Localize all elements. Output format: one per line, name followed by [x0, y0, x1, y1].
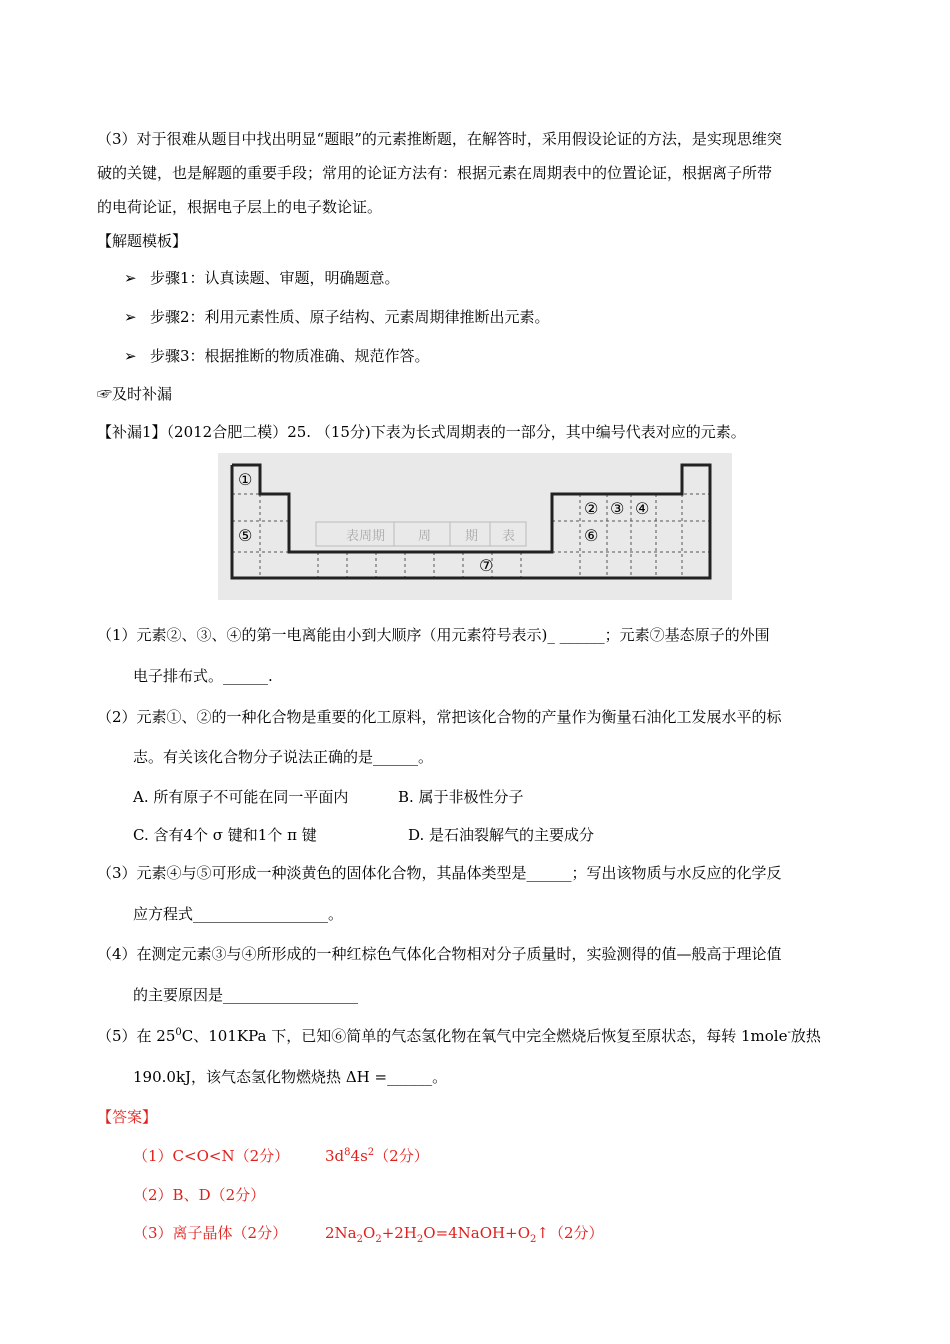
q5-text-b: C、101KPa 下，已知⑥简单的气态氢化物在氧气中完全燃烧后恢复至原状态，每转 1mole — [181, 1027, 788, 1045]
q1-line1: （1）元素②、③、④的第一电离能由小到大顺序（用元素符号表示)_ ______；元素⑦基态原子的外围 — [97, 626, 770, 644]
mark-5: ⑤ — [238, 526, 253, 545]
a1-cfg-c: （2分） — [374, 1147, 429, 1165]
para3-line2: 破的关键，也是解题的重要手段；常用的论证方法有：根据元素在周期表中的位置论证，根据离子所带 — [97, 164, 773, 182]
mark-3: ③ — [610, 499, 625, 518]
mark-7: ⑦ — [479, 556, 494, 575]
q5-electron-sup: - — [787, 1027, 791, 1038]
a3-eq-e: ↑（2分） — [536, 1224, 604, 1242]
q4-line1: （4）在测定元素③与④所形成的一种红棕色气体化合物相对分子质量时，实验测得的值—般高于理论值 — [97, 945, 782, 963]
a3-eq-sub2: 2 — [375, 1234, 382, 1245]
a3-eq-b: O — [363, 1224, 376, 1242]
a1-cfg-a: 3d — [325, 1147, 345, 1165]
q5-text-a: （5）在 25 — [97, 1027, 176, 1045]
answer-1-config — [325, 1145, 429, 1166]
q1-line2: 电子排布式。______. — [133, 667, 273, 685]
para3-line3: 的电荷论证，根据电子层上的电子数论证。 — [97, 198, 383, 216]
para3-line1: （3）对于很难从题目中找出明显“题眼”的元素推断题，在解答时，采用假设论证的方法，是实现思维突 — [97, 130, 782, 148]
q3-line2: 应方程式__________________。 — [133, 905, 344, 923]
q5-line2: 190.0kJ，该气态氢化物燃烧热 ΔH =______。 — [133, 1068, 448, 1086]
step-3 — [124, 345, 430, 366]
faint-label-4: 表 — [502, 529, 516, 544]
q3-line1: （3）元素④与⑤可形成一种淡黄色的固体化合物，其晶体类型是______；写出该物质与水反应的化学反 — [97, 864, 782, 882]
q4-line2: 的主要原因是__________________ — [133, 986, 359, 1004]
q2-option-b: B. 属于非极性分子 — [398, 788, 524, 806]
a3-eq-sub4: 2 — [530, 1234, 537, 1245]
template-heading: 【解题模板】 — [97, 232, 188, 250]
q2-line2: 志。有关该化合物分子说法正确的是______。 — [133, 748, 434, 766]
answer-1-text: （1）C<O<N（2分） — [133, 1147, 290, 1165]
a1-cfg-b: 4s — [350, 1147, 368, 1165]
supplement-heading: ☞及时补漏 — [97, 385, 173, 403]
arrow-bullet-icon: ➢ — [124, 269, 137, 287]
answer-3-equation — [325, 1222, 604, 1243]
periodic-table-svg — [218, 453, 732, 600]
step-3-text: 步骤3：根据推断的物质准确、规范作答。 — [150, 347, 430, 365]
mark-6: ⑥ — [584, 526, 599, 545]
faint-label-3: 期 — [465, 529, 479, 544]
q5-degree-sup: 0 — [175, 1027, 182, 1038]
step-2 — [124, 306, 550, 327]
faint-label-2: 周 — [418, 529, 432, 544]
a1-cfg-sup1: 8 — [344, 1147, 351, 1158]
q5-line1 — [97, 1025, 821, 1046]
arrow-bullet-icon: ➢ — [124, 347, 137, 365]
a3-eq-a: 2Na — [325, 1224, 357, 1242]
q2-option-c: C. 含有4个 σ 键和1个 π 键 — [133, 826, 317, 844]
a3-eq-sub3: 2 — [416, 1234, 424, 1245]
step-2-text: 步骤2：利用元素性质、原子结构、元素周期律推断出元素。 — [150, 308, 550, 326]
step-1-text: 步骤1：认真读题、审题，明确题意。 — [150, 269, 400, 287]
step-1 — [124, 267, 400, 288]
periodic-table-figure — [218, 453, 732, 600]
q2-line1: （2）元素①、②的一种化合物是重要的化工原料，常把该化合物的产量作为衡量石油化工发展水平的标 — [97, 708, 782, 726]
a1-cfg-sup2: 2 — [367, 1147, 375, 1158]
q2-option-d: D. 是石油裂解气的主要成分 — [408, 826, 595, 844]
arrow-bullet-icon: ➢ — [124, 308, 137, 326]
answer-3-text: （3）离子晶体（2分） — [133, 1224, 288, 1242]
answer-2: （2）B、D（2分） — [133, 1186, 266, 1204]
mark-2: ② — [584, 499, 599, 518]
faint-label-1: 表周期 — [346, 529, 386, 544]
mark-4: ④ — [635, 499, 650, 518]
a3-eq-c: +2H — [381, 1224, 417, 1242]
a3-eq-sub1: 2 — [356, 1234, 363, 1245]
mark-1: ① — [238, 470, 253, 489]
q5-text-c: 放热 — [790, 1027, 821, 1045]
q2-option-a: A. 所有原子不可能在同一平面内 — [133, 788, 349, 806]
question-intro: 【补漏1】（2012合肥二模）25. （15分)下表为长式周期表的一部分，其中编号代表对应的元素。 — [97, 423, 746, 441]
a3-eq-d: O=4NaOH+O — [423, 1224, 530, 1242]
answer-heading: 【答案】 — [97, 1108, 158, 1126]
